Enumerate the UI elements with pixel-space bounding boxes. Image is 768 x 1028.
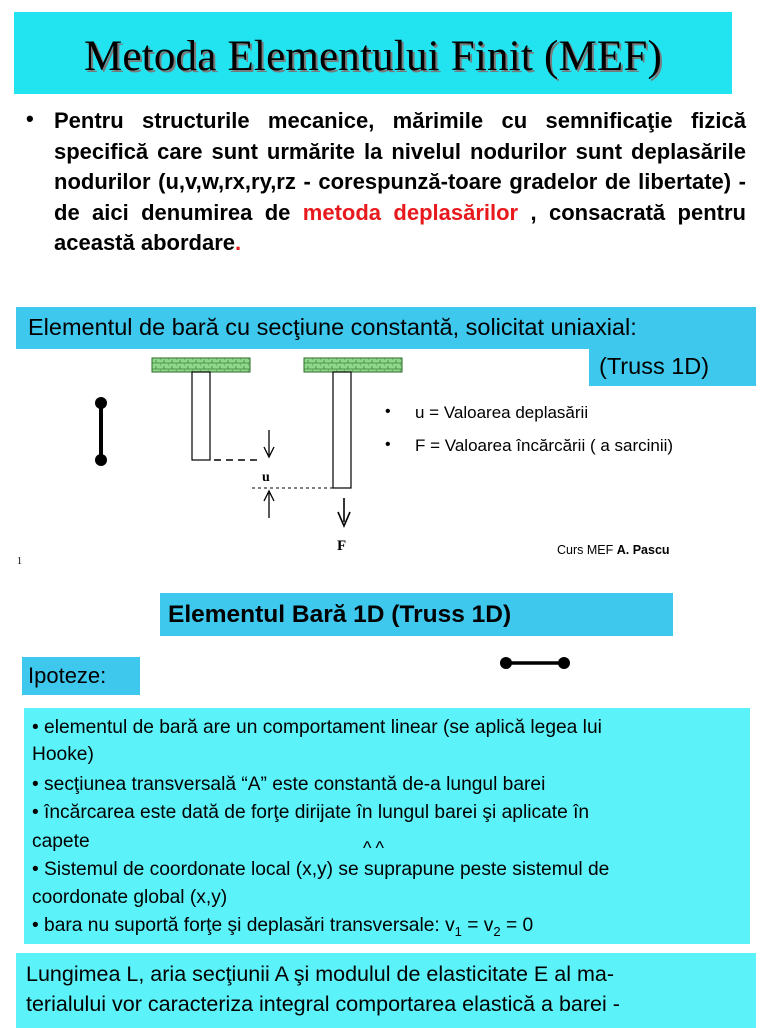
section1-title: Elementul de bară cu secţiune constantă, solicitat uniaxial: — [28, 314, 637, 340]
list-item: • elementul de bară are un comportament linear (se aplică legea lui — [32, 717, 602, 738]
hypotheses-label: Ipoteze: — [28, 663, 107, 688]
legend-displacement: u = Valoarea deplasării — [415, 403, 589, 422]
node-right — [558, 657, 570, 669]
intro-text: Pentru structurile mecanice, mărimile cu semnificaţie fizică specifică care sunt urmărite la nivelul nodurilor sunt deplasările nodurilor (u,v,w,rx,ry,rz - corespunză-toare gradelor de libertate) - de aici denumirea de — [54, 108, 746, 225]
hat-marks: ^^ — [363, 838, 388, 858]
subscript-2: 2 — [493, 923, 501, 939]
list-item: coordonate global (x,y) — [32, 887, 228, 908]
intro-end-mark: . — [235, 230, 242, 255]
section1-subtitle: (Truss 1D) — [599, 353, 710, 379]
section2-header — [160, 593, 673, 636]
legend-load: F = Valoarea încărcării ( a sarcinii) — [415, 436, 674, 455]
intro-paragraph — [54, 106, 746, 259]
list-item: • încărcarea este dată de forţe dirijate în lungul barei şi aplicate în — [32, 802, 590, 823]
u-label: u — [262, 470, 270, 485]
bar-deformed — [333, 372, 351, 488]
list-item: capete — [32, 831, 90, 852]
node-left — [500, 657, 512, 669]
title-banner — [14, 12, 732, 94]
element-symbol-horizontal — [495, 652, 575, 674]
section1-header — [16, 307, 756, 349]
hyp-last-end: = 0 — [500, 915, 534, 936]
section2-title: Elementul Bară 1D (Truss 1D) — [168, 601, 512, 628]
node-bottom — [95, 454, 107, 466]
bottom-line-2: terialului vor caracteriza integral comportarea elastică a barei - — [26, 992, 620, 1016]
bottom-line-1: Lungimea L, aria secţiunii A şi modulul de elasticitate E al ma- — [26, 962, 614, 986]
list-item — [32, 914, 533, 944]
credits-course: Curs MEF — [557, 543, 617, 557]
credits-author: A. Pascu — [616, 543, 670, 557]
element-symbol-vertical — [95, 397, 107, 466]
f-label: F — [337, 538, 347, 554]
node-top — [95, 397, 107, 409]
hyp-last-start: • bara nu suportă forţe şi deplasări transversale: v — [32, 915, 455, 936]
fixed-support-left — [152, 358, 250, 372]
course-credits — [557, 543, 670, 557]
list-item: • secţiunea transversală “A” este constantă de-a lungul barei — [32, 774, 546, 795]
intro-highlight: metoda deplasărilor — [302, 199, 519, 225]
intro-text-end: , consacrată pentru această abordare — [54, 199, 746, 255]
bar-undeformed — [192, 372, 210, 460]
intro-bullet: • — [26, 106, 34, 131]
page-title: Metoda Elementului Finit (MEF) — [83, 33, 663, 80]
legend-bullet: • — [385, 436, 391, 453]
hypotheses-label-box — [22, 657, 140, 695]
page-number: 1 — [17, 556, 22, 567]
list-item: • Sistemul de coordonate local (x,y) se suprapune peste sistemul de — [32, 859, 610, 880]
subscript-1: 1 — [454, 923, 462, 939]
list-item: Hooke) — [32, 744, 94, 765]
hyp-last-mid: = v — [461, 915, 494, 936]
hypotheses-list — [24, 708, 750, 944]
force-arrow — [338, 498, 350, 526]
fixed-support-right — [304, 358, 402, 372]
legend-bullet: • — [385, 403, 391, 420]
bottom-note — [16, 953, 756, 1028]
